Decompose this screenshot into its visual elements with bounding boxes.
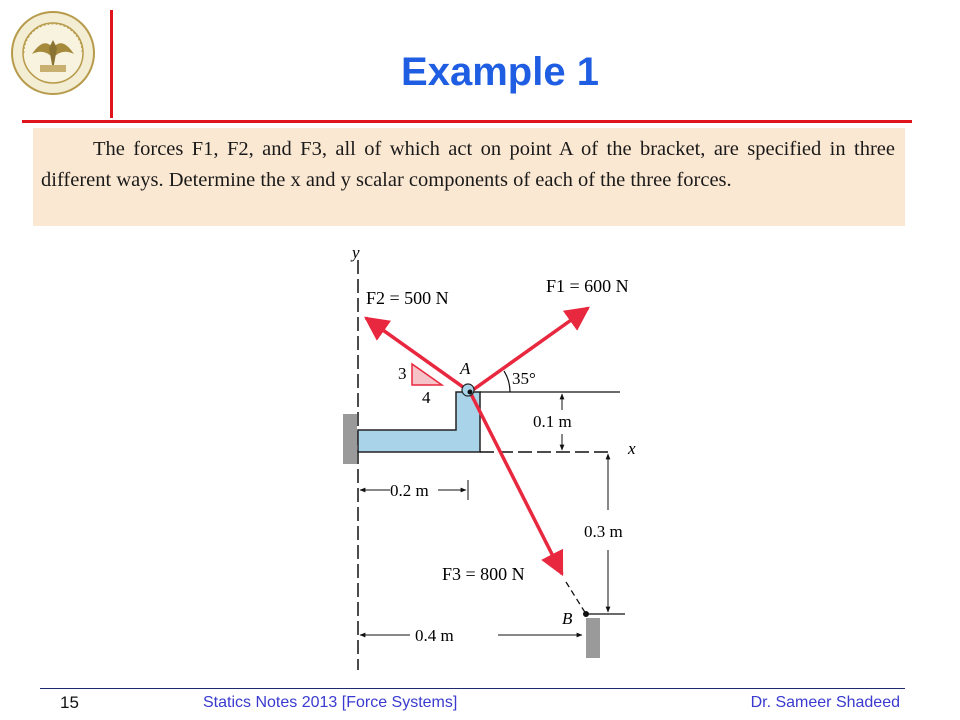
slope-rise: 3 [398,364,407,383]
point-b [583,611,589,617]
bracket [358,392,480,452]
footer-course: Statics Notes 2013 [Force Systems] [203,694,458,711]
force-f1-label: F1 = 600 N [546,276,629,296]
wall-support [343,414,357,464]
problem-text: The forces F1, F2, and F3, all of which act on point A of the bracket, are specified in three different ways. Determine the x and y scalar components of each of the three forces. [41,138,895,191]
y-axis-label: y [352,243,360,262]
angle-arc [504,371,510,392]
university-logo [10,10,96,96]
slide-title: Example 1 [401,50,599,94]
dim-04-label: 0.4 m [415,626,454,645]
bracket-figure [330,240,650,674]
point-a [468,390,473,395]
dim-02-label: 0.2 m [390,481,429,500]
force-f3-label: F3 = 800 N [442,564,525,584]
pin-a [462,384,474,396]
problem-statement [33,128,905,226]
point-b-label: B [562,609,573,628]
header-horizontal-rule [22,120,912,123]
footer-rule [40,688,905,689]
dim-03-label: 0.3 m [584,522,623,541]
page-number: 15 [60,693,79,712]
angle-label: 35° [512,369,536,388]
header-vertical-rule [110,10,113,118]
slope-run: 4 [422,388,431,407]
dim-01-label: 0.1 m [533,412,572,431]
point-a-label: A [460,359,471,378]
support-b [586,618,600,658]
x-axis-label: x [628,439,636,458]
force-f2-label: F2 = 500 N [366,288,449,308]
footer-author: Dr. Sameer Shadeed [750,694,900,711]
